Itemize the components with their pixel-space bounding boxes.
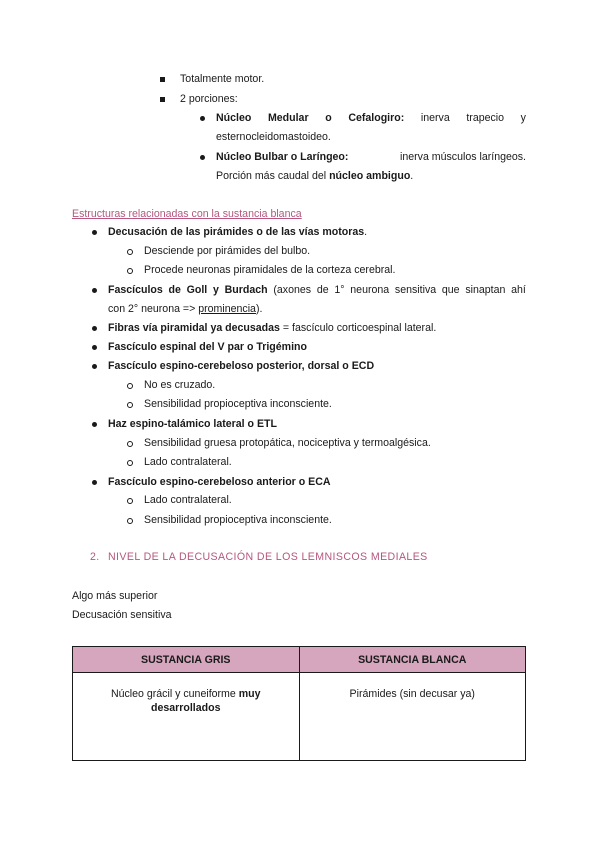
list-item: Fascículos de Goll y Burdach (axones de 1° neurona sensitiva que sinaptan ahí (108, 284, 526, 296)
disc-bullet-icon (92, 345, 97, 350)
heading-number: 2. (90, 551, 100, 563)
circle-bullet-icon (127, 441, 133, 447)
list-item-continuation: Porción más caudal del núcleo ambiguo. (216, 170, 414, 182)
disc-bullet-icon (92, 326, 97, 331)
square-bullet-icon (160, 97, 165, 102)
table-header-row (73, 647, 526, 673)
circle-bullet-icon (127, 249, 133, 255)
list-item: Fibras vía piramidal ya decusadas = fascículo corticoespinal lateral. (108, 322, 437, 334)
paragraph: Decusación sensitiva (72, 609, 172, 621)
square-bullet-icon (160, 77, 165, 82)
prominencia-link[interactable]: prominencia (198, 303, 256, 315)
list-item: Sensibilidad propioceptiva inconsciente. (144, 398, 332, 410)
circle-bullet-icon (127, 460, 133, 466)
disc-bullet-icon (200, 116, 205, 121)
list-item: Sensibilidad propioceptiva inconsciente. (144, 514, 332, 526)
table-header-cell: SUSTANCIA GRIS (73, 647, 300, 673)
circle-bullet-icon (127, 518, 133, 524)
table-header-cell: SUSTANCIA BLANCA (299, 647, 526, 673)
disc-bullet-icon (92, 288, 97, 293)
comparison-table (72, 646, 526, 761)
circle-bullet-icon (127, 383, 133, 389)
list-item: Núcleo Medular o Cefalogiro: inerva trapecio y (216, 112, 526, 124)
list-item-continuation: esternocleidomastoideo. (216, 131, 331, 143)
disc-bullet-icon (92, 364, 97, 369)
list-item: Fascículo espino-cerebeloso anterior o ECA (108, 476, 331, 488)
list-item: Desciende por pirámides del bulbo. (144, 245, 311, 257)
list-item: Haz espino-talámico lateral o ETL (108, 418, 277, 430)
table-cell: Pirámides (sin decusar ya) (299, 673, 526, 761)
disc-bullet-icon (92, 480, 97, 485)
list-item: Sensibilidad gruesa protopática, nociceptiva y termoalgésica. (144, 437, 431, 449)
list-item: Núcleo Bulbar o Laríngeo: inerva músculos laríngeos. (216, 151, 526, 163)
list-item: Lado contralateral. (144, 456, 232, 468)
section-heading: Estructuras relacionadas con la sustancia blanca (72, 208, 302, 220)
disc-bullet-icon (92, 230, 97, 235)
section-heading: NIVEL DE LA DECUSACIÓN DE LOS LEMNISCOS MEDIALES (108, 551, 428, 563)
list-item: Procede neuronas piramidales de la corteza cerebral. (144, 264, 396, 276)
list-item: Fascículo espinal del V par o Trigémino (108, 341, 307, 353)
circle-bullet-icon (127, 268, 133, 274)
list-item: 2 porciones: (180, 93, 238, 105)
list-item: Fascículo espino-cerebeloso posterior, dorsal o ECD (108, 360, 375, 372)
list-item-continuation: con 2° neurona => prominencia). (108, 303, 263, 315)
list-item: Lado contralateral. (144, 494, 232, 506)
disc-bullet-icon (200, 155, 205, 160)
list-item: Totalmente motor. (180, 73, 265, 85)
disc-bullet-icon (92, 422, 97, 427)
circle-bullet-icon (127, 498, 133, 504)
table-cell: Núcleo grácil y cuneiforme muy desarrollados (73, 673, 300, 761)
list-item: No es cruzado. (144, 379, 216, 391)
paragraph: Algo más superior (72, 590, 158, 602)
table-row (73, 673, 526, 761)
circle-bullet-icon (127, 402, 133, 408)
list-item: Decusación de las pirámides o de las vías motoras. (108, 226, 368, 238)
